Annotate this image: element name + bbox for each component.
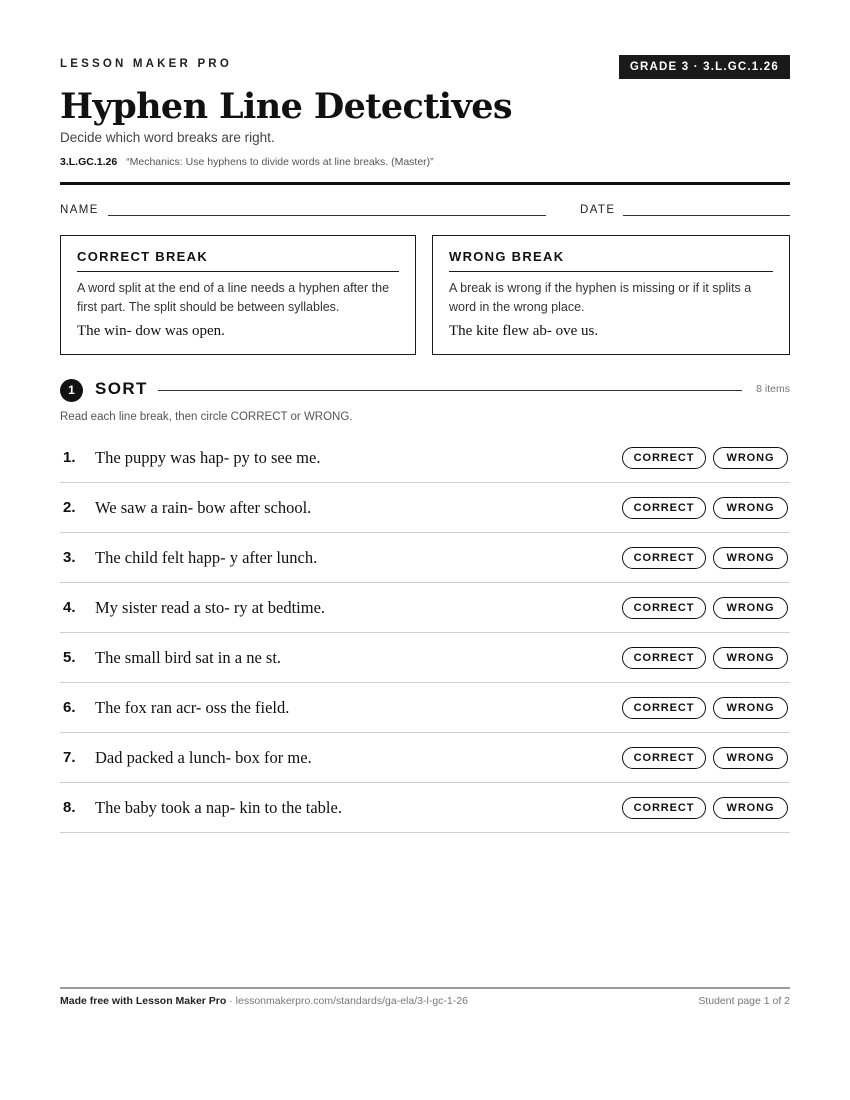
wrong-choice-button[interactable]: WRONG xyxy=(713,697,788,719)
wrong-choice-button[interactable]: WRONG xyxy=(713,547,788,569)
correct-choice-button[interactable]: CORRECT xyxy=(622,497,706,519)
item-number: 6. xyxy=(63,699,76,716)
list-item xyxy=(60,783,790,833)
date-label: DATE xyxy=(580,204,616,216)
footer-credit xyxy=(60,995,468,1007)
wrong-choice-button[interactable]: WRONG xyxy=(713,497,788,519)
grade-badge: GRADE 3 · 3.L.GC.1.26 xyxy=(619,55,790,79)
correct-choice-button[interactable]: CORRECT xyxy=(622,647,706,669)
list-item xyxy=(60,483,790,533)
footer-made-with: Made free with Lesson Maker Pro xyxy=(60,995,227,1007)
section-title: SORT xyxy=(95,379,148,398)
section-instructions: Read each line break, then circle CORRECT or WRONG. xyxy=(60,411,353,423)
item-sentence: The fox ran acr- oss the field. xyxy=(95,698,290,717)
wrong-choice-button[interactable]: WRONG xyxy=(713,447,788,469)
item-list xyxy=(60,433,790,833)
standard-text: “Mechanics: Use hyphens to divide words at line breaks. (Master)” xyxy=(126,156,434,168)
correct-choice-button[interactable]: CORRECT xyxy=(622,697,706,719)
footer-url: · lessonmakerpro.com/standards/ga-ela/3-l-gc-1-26 xyxy=(226,995,468,1007)
item-sentence: The puppy was hap- py to see me. xyxy=(95,448,321,467)
correct-choice-button[interactable]: CORRECT xyxy=(622,447,706,469)
item-number: 2. xyxy=(63,499,76,516)
list-item xyxy=(60,583,790,633)
worksheet-page xyxy=(60,0,790,1100)
item-number: 5. xyxy=(63,649,76,666)
wrong-choice-button[interactable]: WRONG xyxy=(713,647,788,669)
wrong-break-title: WRONG BREAK xyxy=(449,249,773,272)
correct-choice-button[interactable]: CORRECT xyxy=(622,747,706,769)
correct-choice-button[interactable]: CORRECT xyxy=(622,547,706,569)
item-number: 8. xyxy=(63,799,76,816)
list-item xyxy=(60,733,790,783)
item-number: 7. xyxy=(63,749,76,766)
wrong-break-text: A break is wrong if the hyphen is missing or if it splits a word in the wrong place. xyxy=(449,281,752,314)
item-count: 8 items xyxy=(756,383,790,395)
page-subtitle: Decide which word breaks are right. xyxy=(60,130,275,145)
wrong-break-box xyxy=(432,235,790,355)
brand-name: LESSON MAKER PRO xyxy=(60,58,232,70)
list-item xyxy=(60,433,790,483)
item-sentence: The baby took a nap- kin to the table. xyxy=(95,798,342,817)
footer-page-number: Student page 1 of 2 xyxy=(698,995,790,1007)
name-label: NAME xyxy=(60,204,99,216)
wrong-choice-button[interactable]: WRONG xyxy=(713,597,788,619)
correct-choice-button[interactable]: CORRECT xyxy=(622,597,706,619)
item-sentence: We saw a rain- bow after school. xyxy=(95,498,312,517)
header-divider xyxy=(60,182,790,185)
list-item xyxy=(60,533,790,583)
correct-break-title: CORRECT BREAK xyxy=(77,249,399,272)
footer-divider xyxy=(60,987,790,989)
wrong-choice-button[interactable]: WRONG xyxy=(713,747,788,769)
correct-break-box xyxy=(60,235,416,355)
correct-choice-button[interactable]: CORRECT xyxy=(622,797,706,819)
page-title: Hyphen Line Detectives xyxy=(60,86,512,127)
correct-break-text: A word split at the end of a line needs a hyphen after the first part. The split should be between syllables. xyxy=(77,281,390,314)
item-number: 4. xyxy=(63,599,76,616)
list-item xyxy=(60,683,790,733)
section-number-badge: 1 xyxy=(60,379,83,402)
standard-code: 3.L.GC.1.26 xyxy=(60,156,118,168)
list-item xyxy=(60,633,790,683)
item-sentence: The small bird sat in a ne st. xyxy=(95,648,282,667)
item-sentence: The child felt happ- y after lunch. xyxy=(95,548,318,567)
correct-break-example: The win- dow was open. xyxy=(77,323,225,339)
name-field[interactable] xyxy=(108,215,546,216)
standard-line xyxy=(60,156,434,168)
date-field[interactable] xyxy=(623,215,790,216)
item-number: 1. xyxy=(63,449,76,466)
item-sentence: Dad packed a lunch- box for me. xyxy=(95,748,312,767)
item-sentence: My sister read a sto- ry at bedtime. xyxy=(95,598,326,617)
item-number: 3. xyxy=(63,549,76,566)
section-divider xyxy=(158,390,742,391)
wrong-break-example: The kite flew ab- ove us. xyxy=(449,323,599,339)
wrong-choice-button[interactable]: WRONG xyxy=(713,797,788,819)
